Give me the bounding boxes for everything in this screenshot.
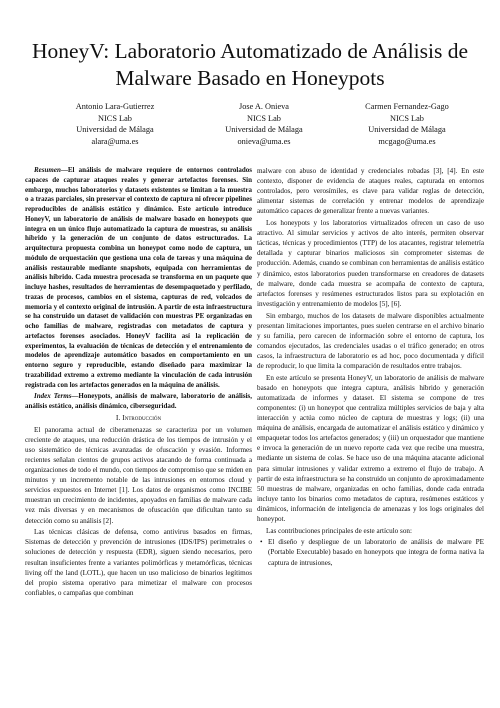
right-column: [257, 166, 484, 568]
abstract-text: —El análisis de malware requiere de entornos controlados capaces de capturar ataques reales y generar artefactos forenses. Sin embargo, muchos laboratorios y datasets existentes se limitan a la muestra o a trazas parciales, sin preservar el contexto de captura ni ofrecer pipelines reproducibles de análisis estático y dinámico. Este artículo introduce HoneyV, un laboratorio de análisis de malware basado en honeypots que integra en un único flujo automatizado la captura de muestras, su análisis híbrido y la generación de un conjunto de datos estructurados. La arquitectura propuesta combina un honeypot como nodo de captura, un módulo de orquestación que gestiona una cola de tareas y una máquina de análisis restaurable mediante snapshots, equipada con herramientas de análisis híbrido. Cada muestra procesada se transforma en un paquete que incluye hashes, resultados de herramientas de desempaquetado y perfilado, trazas de procesos, cambios en el sistema, capturas de red, volcados de memoria y el contexto original de intrusión. A partir de esta infraestructura se ha construido un dataset de validación con muestras PE organizadas en ocho familias de malware, registradas con metadatos de captura y artefactos forenses asociados. HoneyV facilita así la replicación de experimentos, la evaluación de técnicas de detección y el entrenamiento de modelos de aprendizaje automático basados en comportamiento en un entorno seguro y reproducible, estando diseñado para maximizar la trazabilidad extremo a extremo mediante la vinculación de cada intrusión registrada con los artefactos generados en la máquina de análisis.: [25, 166, 252, 389]
left-column: [25, 166, 252, 600]
author-university: Universidad de Málaga: [76, 125, 154, 135]
index-terms-text: —Honeypots, análisis de malware, laboratorio de análisis, análisis estático, análisis dinámico, ciberseguridad.: [25, 391, 252, 410]
body-paragraph: En este artículo se presenta HoneyV, un laboratorio de análisis de malware basado en honeypots que integra captura, análisis híbrido y generación automatizada de informes y dataset. El sistema se compone de tres componentes: (i) un honeypot que centraliza múltiples servicios de baja y alta interacción y actúa como núcleo de captura de muestras y logs; (ii) una máquina de análisis, encargada de automatizar el análisis estático y dinámico y empaquetar todos los artefactos generados; y (iii) un orquestador que mantiene e invoca la generación de un nuevo reporte cada vez que recibe una muestra, mediante un sistema de colas. Se hace uso de una máquina atacante adicional para simular intrusiones y validar extremo a extremo el flujo de trabajo. A partir de esta infraestructura se ha construido un conjunto de aproximadamente 50 muestras de malware, organizadas en ocho familias, donde cada entrada incluye tanto los binarios como metadatos de captura, resúmenes estáticos y dinámicos, información de inteligencia de amenazas y los logs originales del honeypot.: [257, 373, 484, 523]
author-block: [322, 101, 492, 147]
body-paragraph: El panorama actual de ciberamenazas se caracteriza por un volumen creciente de ataques, una reducción drástica de los tiempos de intrusión y el uso sistemático de técnicas avanzadas de ofuscación y evasión. Informes recientes señalan cientos de grupos activos atacando de forma continuada a organizaciones de todo el mundo, con tiempos de compromiso que se miden en minutos y un incremento notable de las intrusiones en entornos cloud y servicios expuestos en Internet [1]. Los datos de organismos como INCIBE muestran un crecimiento de incidentes, apoyados en familias de malware cada vez más diversas y en mecanismos de ofuscación que dificultan tanto su detección como su análisis [2].: [25, 425, 252, 525]
paper-title: HoneyV: Laboratorio Automatizado de Análisis de Malware Basado en Honeypots: [31, 39, 469, 90]
body-paragraph: Los honeypots y los laboratorios virtualizados ofrecen un caso de uso atractivo. Al simular servicios y activos de alto interés, permiten observar tácticas, técnicas y procedimientos (TTP) de los atacantes, registrar telemetría detallada y capturar binarios maliciosos sin comprometer sistemas de producción. Además, cuando se combinan con herramientas de análisis estático y dinámico, estos laboratorios pueden transformarse en creadores de datasets de malware, donde cada muestra se acompaña de contexto de captura, artefactos forenses y resúmenes estructurados listos para su explotación en investigación y entrenamiento de modelos [5], [6].: [257, 219, 484, 308]
author-email: onieva@uma.es: [237, 136, 291, 146]
body-paragraph: Las técnicas clásicas de defensa, como antivirus basados en firmas, Sistemas de detección y prevención de intrusiones (IDS/IPS) perimetrales o soluciones de detección y respuesta (EDR), siguen siendo necesarios, pero resultan insuficientes frente a variantes polimórficas y metamórficas, técnicas living off the land (LOTL), que hacen un uso malicioso de binarios legítimos del propio sistema operativo para mimetizar el malware con procesos confiables, o campañas que combinan: [25, 528, 252, 597]
author-name: Antonio Lara-Gutierrez: [75, 102, 155, 111]
body-paragraph: Las contribuciones principales de este artículo son:: [266, 526, 412, 535]
body-paragraph: malware con abuso de identidad y credenciales robadas [3], [4]. En este contexto, disponer de evidencia de ataques reales, capturada en entornos controlados, pero verosímiles, es clave para validar reglas de detección, alimentar sistemas de correlación y entrenar modelos de aprendizaje automático capaces de generalizar frente a nuevas variantes.: [257, 167, 484, 216]
author-org: NICS Lab: [247, 113, 281, 123]
author-email: alara@uma.es: [91, 136, 139, 146]
author-org: NICS Lab: [390, 113, 424, 123]
abstract-lead: Resumen: [34, 166, 61, 174]
contributions-list: [257, 537, 484, 567]
body-paragraph: Sin embargo, muchos de los datasets de malware disponibles actualmente presentan limitaciones importantes, pues suelen centrarse en el archivo binario y su familia, pero carecen de información sobre el entorno de captura, los comandos ejecutados, las credenciales usadas o el tráfico generado; en otros casos, la infraestructura de laboratorio es ad hoc, poco documentada y difícil de reproducir, lo que limita la comparación de resultados entre trabajos.: [257, 311, 484, 370]
list-item: • El diseño y despliegue de un laboratorio de análisis de malware PE (Portable Executable) basado en honeypots que integra de forma nativa la captura de intrusiones,: [268, 537, 484, 567]
author-name: Jose A. Onieva: [238, 102, 289, 111]
author-org: NICS Lab: [98, 113, 132, 123]
author-block: [30, 101, 200, 147]
author-email: mcgago@uma.es: [378, 136, 436, 146]
abstract: [25, 166, 252, 390]
author-university: Universidad de Málaga: [368, 125, 446, 135]
index-terms-lead: Index Terms: [34, 391, 72, 400]
author-university: Universidad de Málaga: [225, 125, 303, 135]
author-name: Carmen Fernandez-Gago: [365, 102, 449, 111]
section-heading: I. Introducción: [115, 413, 162, 423]
index-terms: [25, 392, 252, 412]
